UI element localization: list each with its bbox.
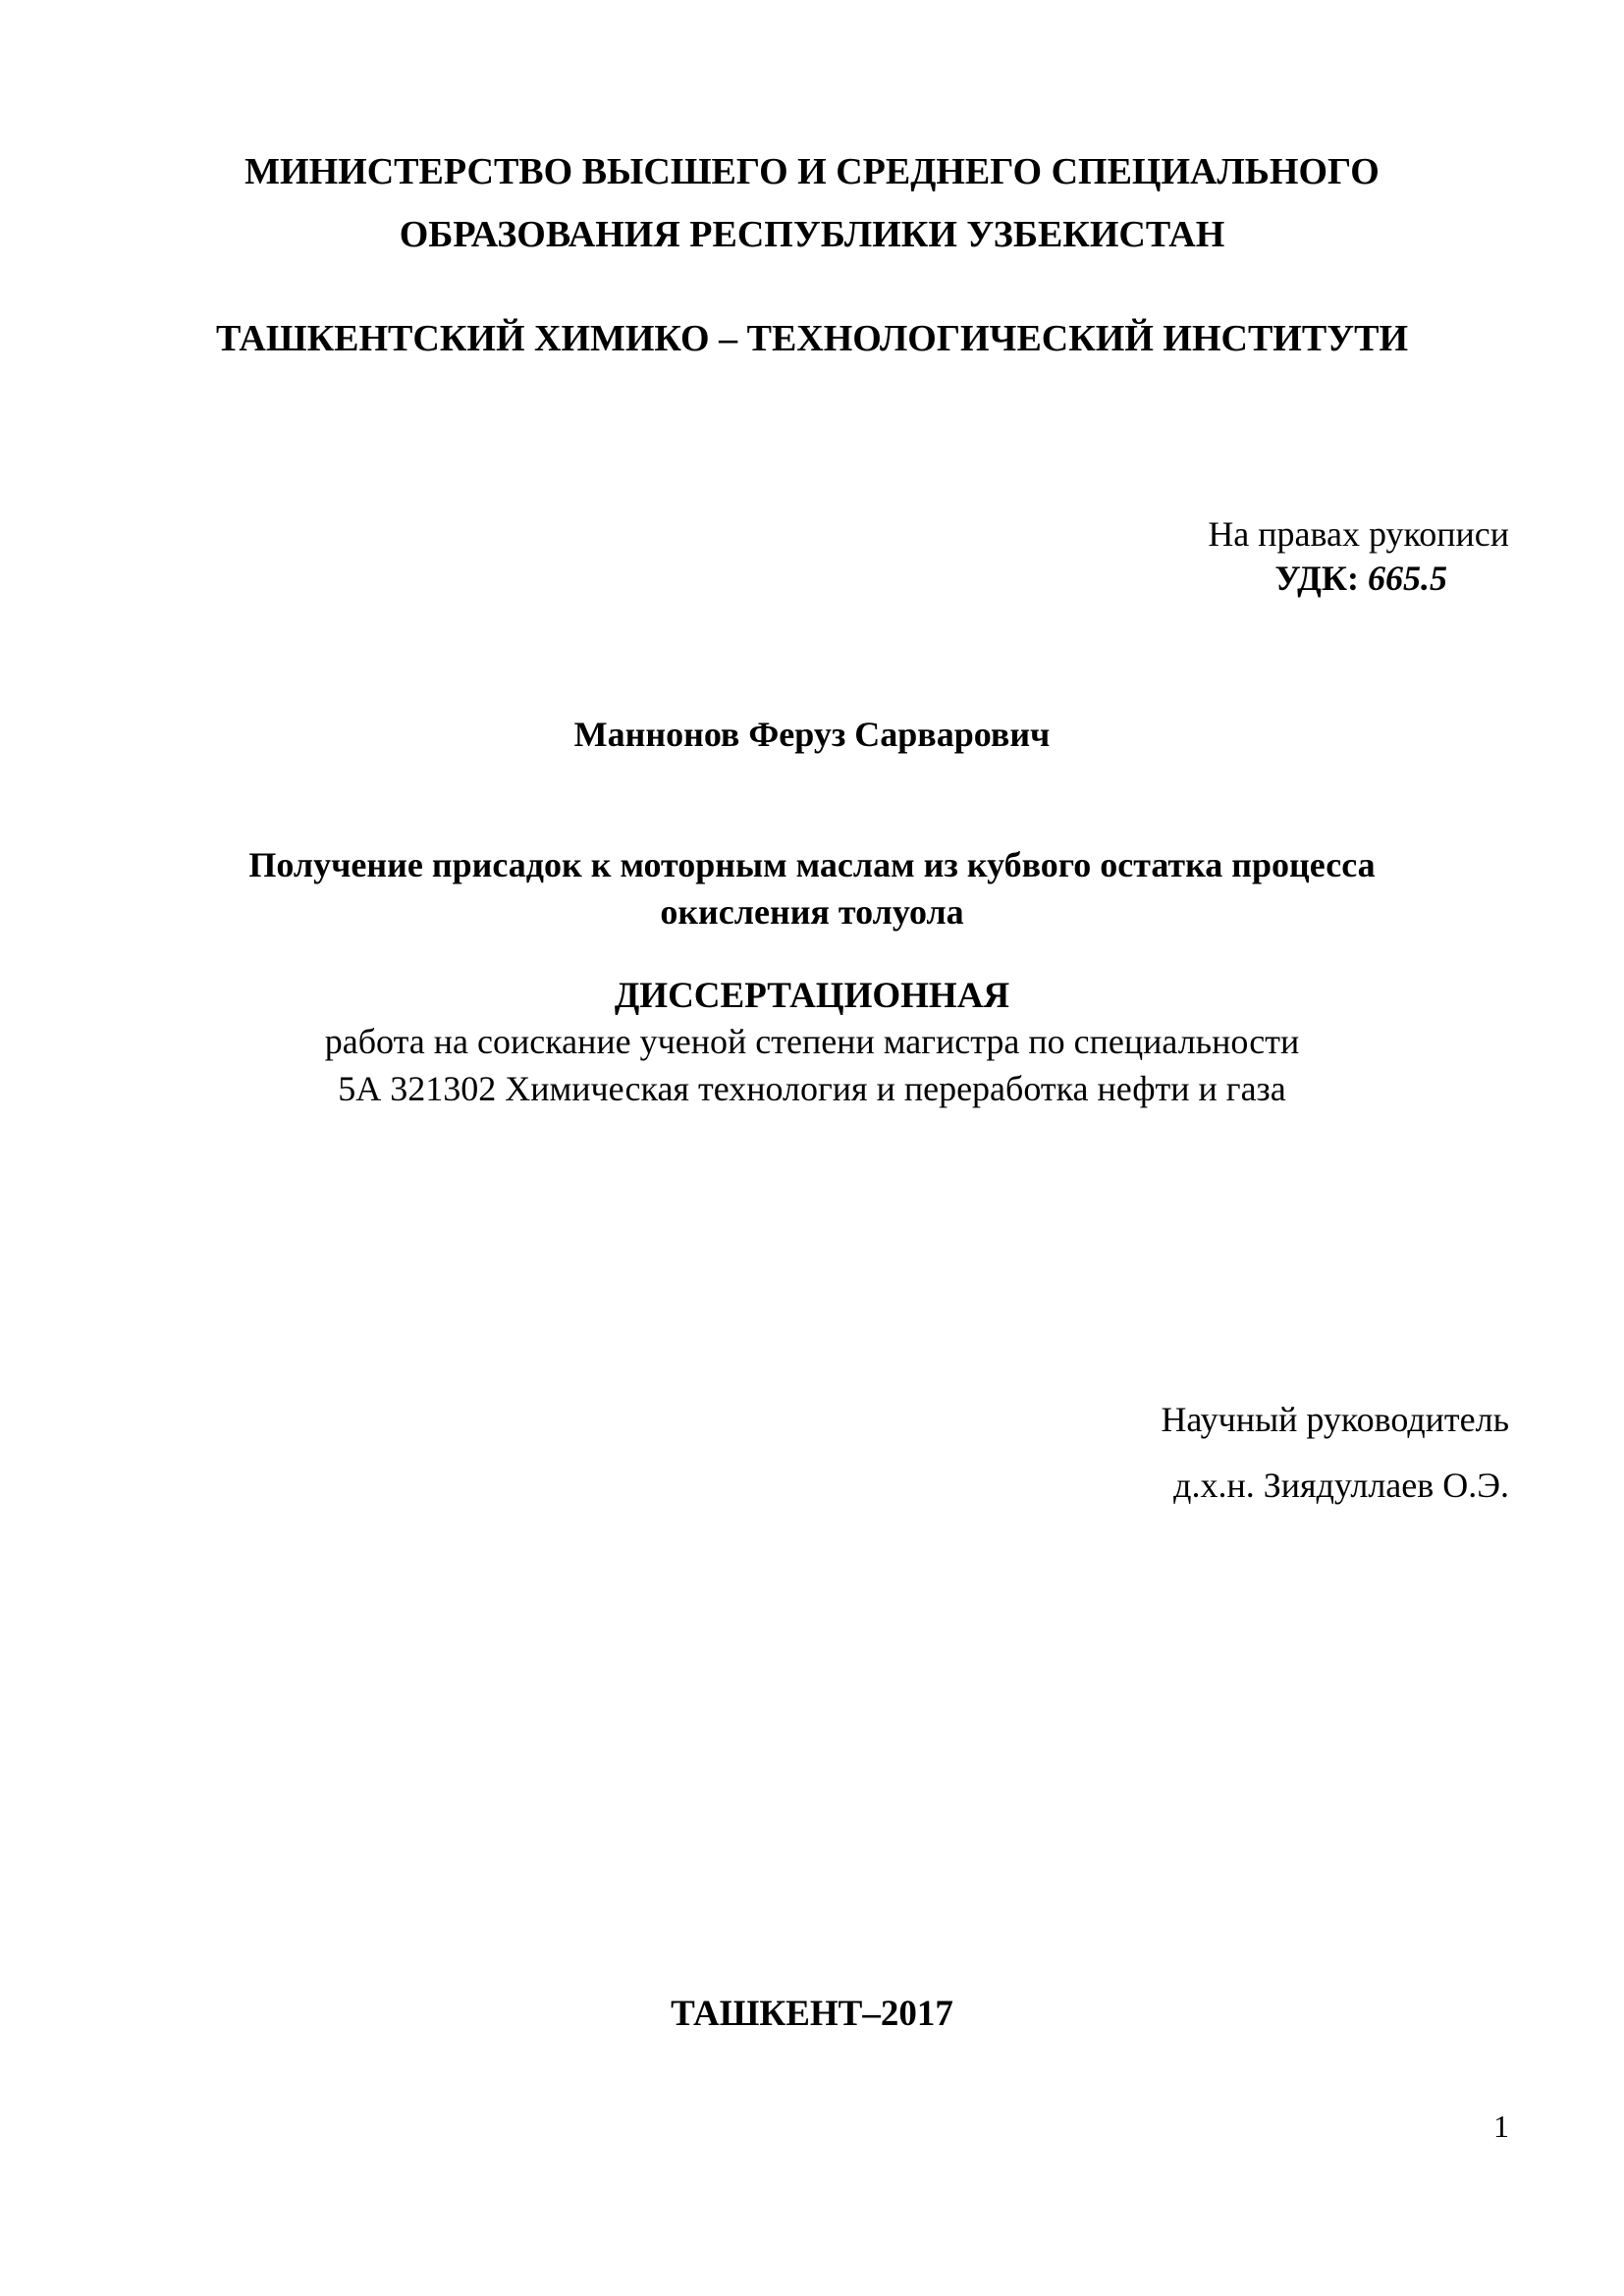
thesis-description-line-1: работа на соискание ученой степени магистра по специальности [324, 1022, 1300, 1061]
city-year: ТАШКЕНТ–2017 [671, 1994, 953, 2034]
udk-line [1274, 558, 1447, 599]
page-number: 1 [1493, 2109, 1509, 2144]
ministry-line-1: МИНИСТЕРСТВО ВЫСШЕГО И СРЕДНЕГО СПЕЦИАЛЬНОГО [244, 151, 1380, 192]
author-name: Маннонов Феруз Сарварович [573, 715, 1051, 754]
thesis-description-line-2: 5А 321302 Химическая технология и переработка нефти и газа [338, 1069, 1286, 1108]
udk-label: УДК: [1274, 559, 1359, 598]
udk-value: 665.5 [1368, 559, 1447, 598]
manuscript-rights-note: На правах рукописи [1208, 514, 1509, 554]
thesis-title-line-2: окисления толуола [660, 892, 964, 932]
thesis-title-line-1: Получение присадок к моторным маслам из кубвого остатка процесса [248, 845, 1376, 884]
ministry-line-2: ОБРАЗОВАНИЯ РЕСПУБЛИКИ УЗБЕКИСТАН [399, 214, 1225, 255]
supervisor-name: д.х.н. Зиядуллаев О.Э. [1173, 1466, 1509, 1505]
thesis-type: ДИССЕРТАЦИОННАЯ [614, 976, 1010, 1016]
institute-name: ТАШКЕНТСКИЙ ХИМИКО – ТЕХНОЛОГИЧЕСКИЙ ИНСТИТУТИ [215, 318, 1409, 359]
supervisor-label: Научный руководитель [1161, 1400, 1509, 1439]
